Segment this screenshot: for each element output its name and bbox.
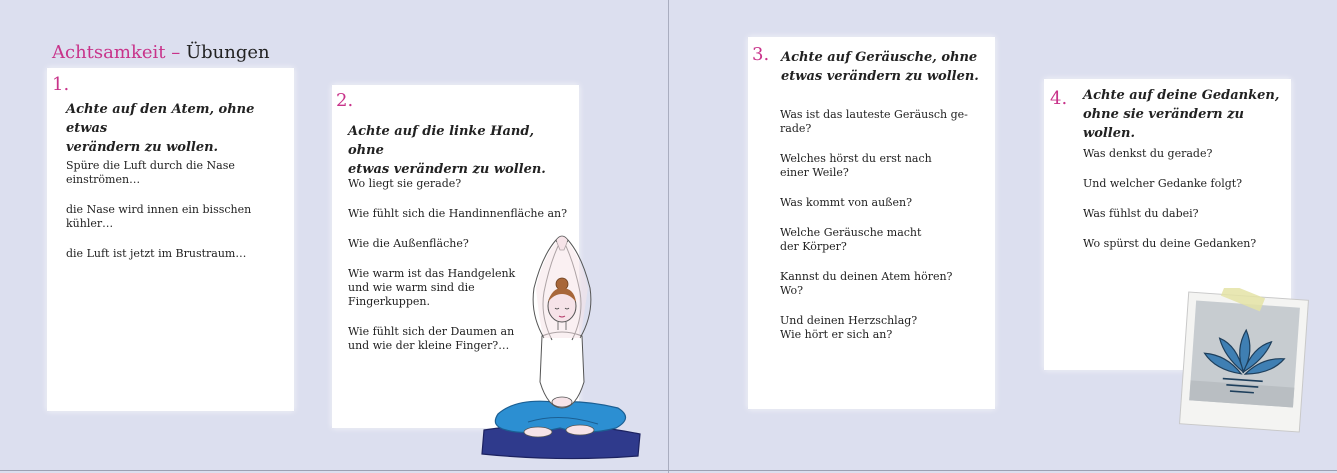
exercise-heading-2: Achte auf die linke Hand, ohne etwas verändern zu wollen. — [348, 124, 546, 177]
exercise-items-1 — [66, 159, 286, 277]
exercise-number-2: 2. — [336, 90, 354, 111]
list-item: Wo liegt sie gerade? — [348, 177, 462, 190]
exercise-items-3 — [780, 108, 990, 358]
list-item: Was fühlst du dabei? — [1083, 207, 1199, 220]
yoga-woman-illustration — [476, 232, 648, 464]
exercise-heading-4: Achte auf deine Gedanken, ohne sie verändern zu wollen. — [1083, 88, 1280, 141]
list-item: Spüre die Luft durch die Nase einströmen… — [66, 159, 235, 186]
title-prefix: Achtsamkeit – — [52, 42, 181, 63]
list-item: Wo spürst du deine Gedanken? — [1083, 237, 1257, 250]
list-item: Wie fühlt sich der Daumen an und wie der kleine Finger?… — [348, 325, 515, 352]
list-item: Und welcher Gedanke folgt? — [1083, 177, 1243, 190]
page-divider — [668, 0, 669, 473]
exercise-heading-3: Achte auf Geräusche, ohne etwas verändern zu wollen. — [781, 50, 979, 84]
exercise-number-1: 1. — [52, 74, 70, 95]
list-item: Welches hörst du erst nach einer Weile? — [780, 152, 932, 179]
list-item: die Luft ist jetzt im Brustraum… — [66, 247, 247, 260]
list-item: Wie fühlt sich die Handinnenfläche an? — [348, 207, 568, 220]
list-item: die Nase wird innen ein bisschen kühler… — [66, 203, 252, 230]
exercise-number-4: 4. — [1050, 88, 1068, 109]
list-item: Wie warm ist das Handgelenk und wie warm sind die Fingerkuppen. — [348, 267, 516, 308]
lotus-photo — [1178, 288, 1310, 436]
exercise-number-3: 3. — [752, 44, 770, 65]
list-item: Wie die Außenfläche? — [348, 237, 469, 250]
exercise-heading-1: Achte auf den Atem, ohne etwas verändern zu wollen. — [66, 102, 255, 155]
list-item: Welche Geräusche macht der Körper? — [780, 226, 922, 253]
title-suffix: Übungen — [185, 42, 270, 63]
bottom-edge — [0, 470, 1337, 471]
exercise-items-4 — [1083, 147, 1283, 267]
list-item: Was ist das lauteste Geräusch ge- rade? — [780, 108, 968, 135]
list-item: Was denkst du gerade? — [1083, 147, 1213, 160]
list-item: Kannst du deinen Atem hören? Wo? — [780, 270, 953, 297]
list-item: Und deinen Herzschlag? Wie hört er sich an? — [780, 314, 918, 341]
page-title — [52, 42, 270, 63]
list-item: Was kommt von außen? — [780, 196, 913, 209]
